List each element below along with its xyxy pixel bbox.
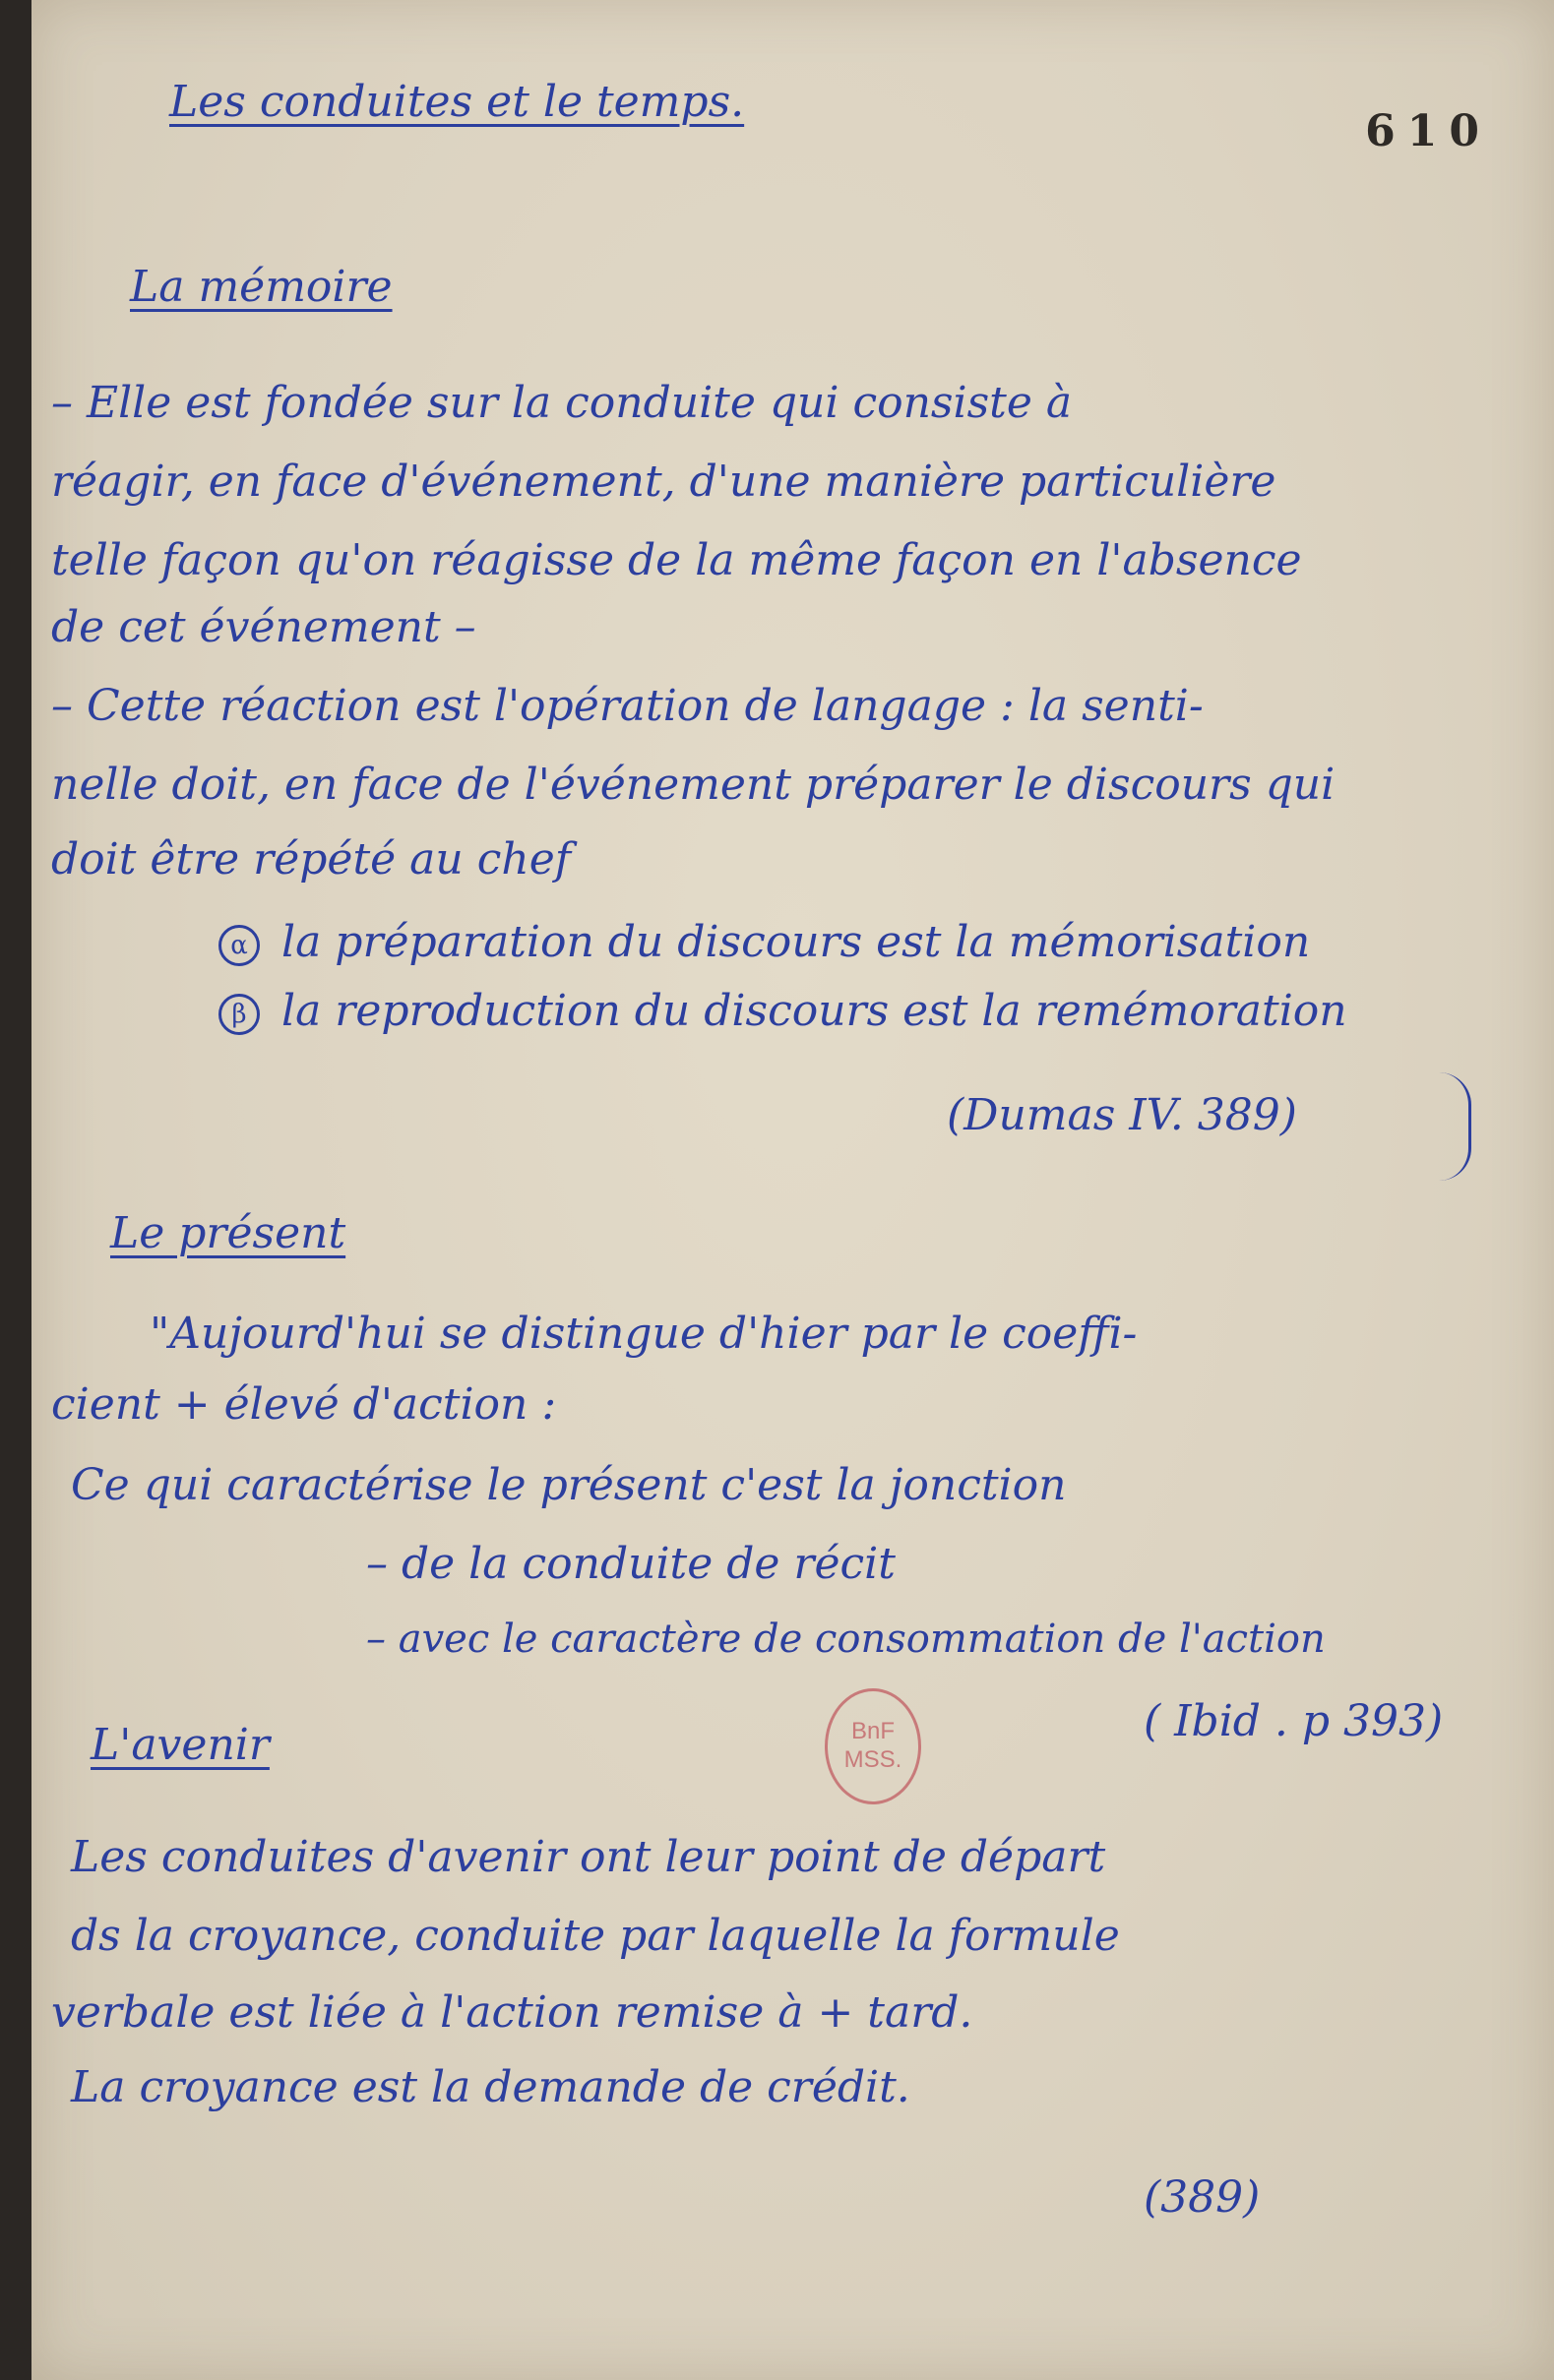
avenir-line-3: verbale est liée à l'action remise à + tard. xyxy=(51,1987,973,2038)
avenir-line-2: ds la croyance, conduite par laquelle la formule xyxy=(71,1911,1120,1961)
present-line-2: cient + élevé d'action : xyxy=(51,1379,557,1430)
section-heading-present: Le présent xyxy=(110,1208,346,1258)
list-item-beta xyxy=(218,986,1347,1036)
stamp-line-1: BnF xyxy=(850,1718,895,1745)
bnf-mss-stamp xyxy=(825,1688,921,1804)
present-line-1: "Aujourd'hui se distingue d'hier par le coeffi- xyxy=(150,1309,1138,1359)
memoire-reference: (Dumas IV. 389) xyxy=(947,1090,1297,1140)
memoire-line-2: réagir, en face d'événement, d'une manière particulière xyxy=(51,457,1276,507)
memoire-line-7: doit être répété au chef xyxy=(51,834,572,885)
present-item-1: – de la conduite de récit xyxy=(366,1539,896,1589)
beta-marker-icon: β xyxy=(218,994,260,1035)
present-reference: ( Ibid . p 393) xyxy=(1144,1696,1444,1746)
reference-bracket xyxy=(1439,1072,1471,1181)
avenir-line-4: La croyance est la demande de crédit. xyxy=(71,2062,910,2112)
section-heading-memoire: La mémoire xyxy=(130,262,393,312)
present-line-3: Ce qui caractérise le présent c'est la jonction xyxy=(71,1460,1067,1510)
memoire-line-6: nelle doit, en face de l'événement préparer le discours qui xyxy=(51,760,1336,810)
list-item-beta-text: la reproduction du discours est la remémoration xyxy=(281,986,1347,1036)
list-item-alpha-text: la préparation du discours est la mémorisation xyxy=(281,917,1311,967)
memoire-line-5: – Cette réaction est l'opération de langage : la senti- xyxy=(51,681,1204,731)
document-title: Les conduites et le temps. xyxy=(169,77,745,127)
stamp-line-2: MSS. xyxy=(843,1746,902,1773)
memoire-line-3: telle façon qu'on réagisse de la même façon en l'absence xyxy=(51,535,1302,585)
avenir-line-1: Les conduites d'avenir ont leur point de départ xyxy=(71,1832,1106,1882)
present-item-2: – avec le caractère de consommation de l'action xyxy=(366,1617,1326,1662)
archival-card xyxy=(31,0,1554,2380)
avenir-reference: (389) xyxy=(1144,2172,1261,2223)
alpha-marker-icon: α xyxy=(218,925,260,966)
memoire-line-4: de cet événement – xyxy=(51,602,476,652)
memoire-line-1: – Elle est fondée sur la conduite qui consiste à xyxy=(51,378,1073,428)
section-heading-avenir: L'avenir xyxy=(91,1720,270,1770)
list-item-alpha xyxy=(218,917,1311,967)
page-number: 610 xyxy=(1365,106,1491,156)
